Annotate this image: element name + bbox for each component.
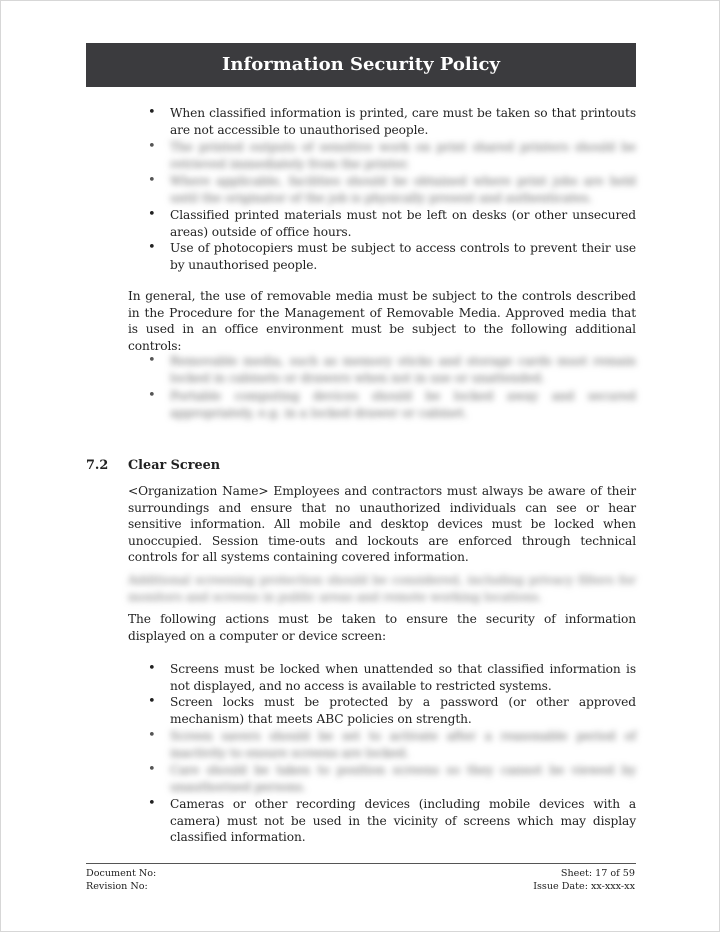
footer-divider [86, 863, 636, 864]
list-item-text: Removable media, such as memory sticks and storage cards must remain locked in cabinets or drawers when not in use or unattended. [170, 354, 636, 385]
issue-date: Issue Date: xx-xxx-xx [533, 881, 635, 892]
list-item-text: Where applicable, facilities should be obtained where print jobs are held until the originator of the job is physically present and authenticates. [170, 174, 636, 205]
list-item-text: Screen savers should be set to activate after a reasonable period of inactivity to ensure screens are locked. [170, 729, 636, 760]
list-item-text: Screens must be locked when unattended so that classified information is not displayed, and no access is available to restricted systems. [170, 662, 636, 693]
screen-controls-list [128, 661, 636, 846]
footer-left [86, 867, 156, 893]
list-item [128, 694, 636, 727]
list-item [128, 353, 636, 386]
list-item [128, 139, 636, 172]
actions-intro: The following actions must be taken to ensure the security of information displayed on a computer or device screen: [128, 612, 636, 643]
list-item [128, 661, 636, 694]
list-item-text: When classified information is printed, care must be taken so that printouts are not accessible to unauthorised people. [170, 106, 636, 137]
list-item-text: Portable computing devices should be locked away and secured appropriately, e.g. in a locked drawer or cabinet. [170, 389, 636, 420]
sheet-number: Sheet: 17 of 59 [560, 868, 635, 879]
section-number: 7.2 [86, 458, 109, 473]
list-item [128, 388, 636, 421]
list-item-text: Care should be taken to position screens so they cannot be viewed by unauthorised persons. [170, 763, 636, 794]
list-item-text: Use of photocopiers must be subject to access controls to prevent their use by unauthorised people. [170, 241, 636, 272]
document-number: Document No: [86, 868, 157, 879]
clear-screen-intro: <Organization Name> Employees and contractors must always be aware of their surroundings and ensure that no unauthorized individuals can see or hear sensitive information. All mobile and desktop devices must be locked when unoccupied. Session time-outs and lockouts are enforced through technical controls for all systems containing covered information. [128, 484, 636, 564]
list-item [128, 796, 636, 846]
list-item-text: Cameras or other recording devices (including mobile devices with a camera) must not be used in the vicinity of screens which may display classified information. [170, 797, 636, 844]
list-item [128, 240, 636, 273]
list-item-text: The printed outputs of sensitive work on print shared printers should be retrieved immediately from the printer. [170, 140, 636, 171]
list-item [128, 762, 636, 795]
list-item [128, 207, 636, 240]
revision-number: Revision No: [86, 881, 148, 892]
blurred-paragraph: Additional screening protection should be considered, including privacy filters for monitors and screens in public areas and remote working locations. [128, 573, 636, 604]
media-controls-list [128, 353, 636, 421]
removable-media-paragraph: In general, the use of removable media must be subject to the controls described in the Procedure for the Management of Removable Media. Approved media that is used in an office environment must be subject to the following additional controls: [128, 289, 636, 353]
list-item [128, 173, 636, 206]
list-item-text: Classified printed materials must not be left on desks (or other unsecured areas) outside of office hours. [170, 208, 636, 239]
list-item [128, 728, 636, 761]
list-item-text: Screen locks must be protected by a password (or other approved mechanism) that meets ABC policies on strength. [170, 695, 636, 726]
page-title: Information Security Policy [86, 43, 636, 87]
list-item [128, 105, 636, 138]
printing-controls-list [128, 105, 636, 273]
section-title: Clear Screen [128, 458, 221, 473]
footer-right [533, 867, 635, 893]
